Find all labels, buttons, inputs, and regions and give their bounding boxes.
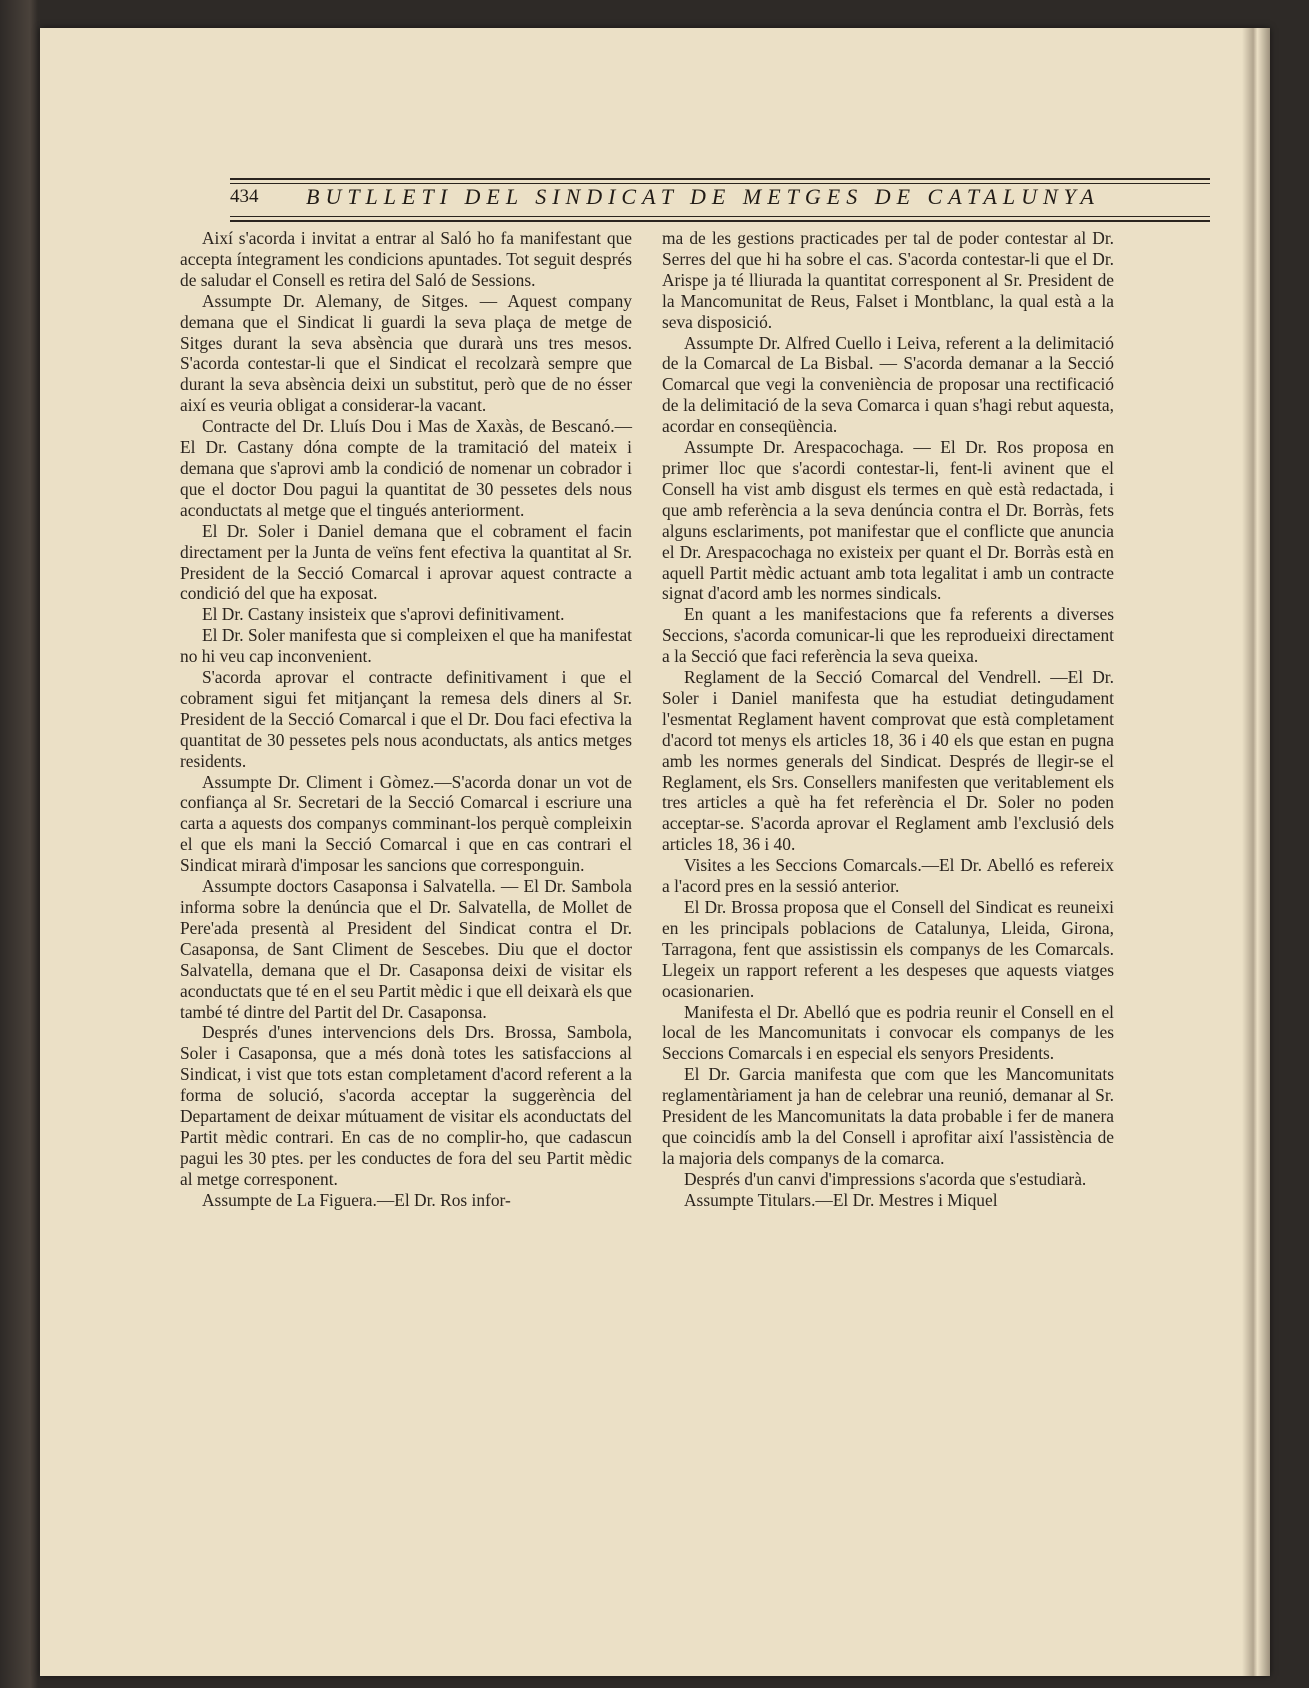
left-column: [180, 228, 632, 1211]
header-rule-bottom: [230, 220, 1210, 222]
page-header: [230, 148, 1210, 234]
header-rule-bottom-thin: [230, 216, 1210, 217]
paragraph-continued: ma de les gestions practicades per tal de poder contestar al Dr. Serres del que hi ha sobre el cas. S'acorda contestar-li que el Dr. Arispe ja té lliurada la quantitat corresponent al Sr. President de la Mancomunitat de Reus, Falset i Montblanc, la qual està a la seva disposició.: [662, 228, 1114, 332]
paragraph: En quant a les manifestacions que fa referents a diverses Seccions, s'acorda comunicar-li que les reprodueixi directament a la Secció que faci referència la seva queixa.: [662, 604, 1114, 667]
paragraph: El Dr. Garcia manifesta que com que les Mancomunitats reglamentàriament ja han de celebrar una reunió, demanar al Sr. President de les Mancomunitats la data probable i fer de manera que coincidís amb la del Consell i aprofitar així l'assistència de la majoria dels companys de la comarca.: [662, 1064, 1114, 1168]
paragraph: Assumpte Dr. Climent i Gòmez.—S'acorda donar un vot de confiança al Sr. Secretari de la Secció Comarcal i escriure una carta a aquests dos companys comminant-los perquè compleixin el que els mani la Secció Comarcal i que en cas contrari el Sindicat mirarà d'imposar les sancions que corresponguin.: [180, 771, 632, 876]
paragraph: Assumpte Titulars.—El Dr. Mestres i Miquel: [684, 1189, 998, 1210]
paragraph: S'acorda aprovar el contracte definitivament i que el cobrament sigui fet mitjançant la remesa dels diners al Sr. President de la Secció Comarcal i que el Dr. Dou faci efectiva la quantitat de 30 pessetes pels nous aconductats, als antics metges residents.: [180, 667, 632, 771]
paragraph: Després d'unes intervencions dels Drs. Brossa, Sambola, Soler i Casaponsa, que a més donà totes les satisfaccions al Sindicat, i vist que tots estan completament d'acord referent a la forma de solució, s'acorda acceptar la suggerència del Departament de deixar mútuament de visitar els aconductats del Partit mèdic contrari. En cas de no complir-ho, que cadascun pagui les 30 ptes. per les conductes de fora del seu Partit mèdic al metge corresponent.: [180, 1022, 632, 1189]
paragraph: El Dr. Brossa proposa que el Consell del Sindicat es reuneixi en les principals poblacions de Catalunya, Lleida, Girona, Tarragona, fent que assistissin els companys de les Comarcals. Llegeix un rapport referent a les despeses que aquests viatges ocasionarien.: [662, 897, 1114, 1001]
paragraph: Assumpte de La Figuera.—El Dr. Ros infor-: [202, 1189, 511, 1210]
paragraph: El Dr. Soler manifesta que si compleixen el que ha manifestat no hi veu cap inconvenient.: [180, 625, 632, 667]
paragraph: Així s'acorda i invitat a entrar al Saló ho fa manifestant que accepta íntegrament les condicions apuntades. Tot seguit després de saludar el Consell es retira del Saló de Sessions.: [180, 228, 632, 290]
paragraph: El Dr. Soler i Daniel demana que el cobrament el facin directament per la Junta de veïns fent efectiva la quantitat al Sr. President de la Secció Comarcal i aprovar aquest contracte a condició del que ha exposat.: [180, 520, 632, 604]
paragraph: Assumpte Dr. Alfred Cuello i Leiva, referent a la delimitació de la Comarcal de La Bisbal. — S'acorda demanar a la Secció Comarcal que vegi la conveniència de proposar una rectificació de la delimitació de la seva Comarca i quan s'hagi rebut aquesta, acordar en conseqüència.: [662, 332, 1114, 437]
page-number: 434: [230, 186, 259, 207]
paragraph: Assumpte doctors Casaponsa i Salvatella. — El Dr. Sambola informa sobre la denúncia que el Dr. Salvatella, de Mollet de Pere'ada presentà al President del Sindicat contra el Dr. Casaponsa, de Sant Climent de Sescebes. Diu que el doctor Salvatella, demana que el Dr. Casaponsa deixi de visitar els aconductats que té en el seu Partit mèdic i que ell deixarà els que també té dintre del Partit del Dr. Casaponsa.: [180, 876, 632, 1022]
paragraph: Contracte del Dr. Lluís Dou i Mas de Xaxàs, de Bescanó.—El Dr. Castany dóna compte de la tramitació del mateix i demana que s'aprovi amb la condició de nomenar un cobrador i que el doctor Dou pagui la quantitat de 30 pessetes dels nous aconductats al metge que el tingués anteriorment.: [180, 416, 632, 520]
paragraph: Assumpte Dr. Alemany, de Sitges. — Aquest company demana que el Sindicat li guardi la seva plaça de metge de Sitges durant la seva absència que durarà uns tres mesos. S'acorda contestar-li que el Sindicat el recolzarà sempre que durant la seva absència deixi un substitut, però que de no ésser així es veuria obligat a considerar-la vacant.: [180, 290, 632, 416]
journal-title: BUTLLETI DEL SINDICAT DE METGES DE CATALUNYA: [306, 184, 1100, 209]
paragraph: Manifesta el Dr. Abelló que es podria reunir el Consell en el local de les Mancomunitats i convocar els companys de les Seccions Comarcals i en especial els senyors Presidents.: [662, 1001, 1114, 1064]
paragraph: Reglament de la Secció Comarcal del Vendrell. —El Dr. Soler i Daniel manifesta que ha estudiat detingudament l'esmentat Reglament havent comprovat que està completament d'acord tot menys els articles 18, 36 i 40 els que estan en pugna amb les normes generals del Sindicat. Després de llegir-se el Reglament, els Srs. Consellers manifesten que veritablement els tres articles a què ha fet referència el Dr. Soler no poden acceptar-se. S'acorda aprovar el Reglament amb l'exclusió dels articles 18, 36 i 40.: [662, 667, 1114, 855]
paragraph: Assumpte Dr. Arespacochaga. — El Dr. Ros proposa en primer lloc que s'acordi contestar-li, fent-li avinent que el Consell ha vist amb disgust els termes en què està redactada, i que amb referència a la seva denúncia contra el Dr. Borràs, fets alguns esclariments, pot manifestar que el conflicte que anuncia el Dr. Arespacochaga no existeix per quant el Dr. Borràs està en aquell Partit mèdic actuant amb tota legalitat i amb un contracte signat d'acord amb les normes sindicals.: [662, 437, 1114, 604]
paragraph: Després d'un canvi d'impressions s'acorda que s'estudiarà.: [684, 1168, 1087, 1189]
right-column: [662, 228, 1114, 1211]
paragraph: Visites a les Seccions Comarcals.—El Dr. Abelló es refereix a l'acord pres en la sessió anterior.: [662, 855, 1114, 897]
paragraph: El Dr. Castany insisteix que s'aprovi definitivament.: [202, 604, 565, 625]
header-rule-top: [230, 178, 1210, 180]
